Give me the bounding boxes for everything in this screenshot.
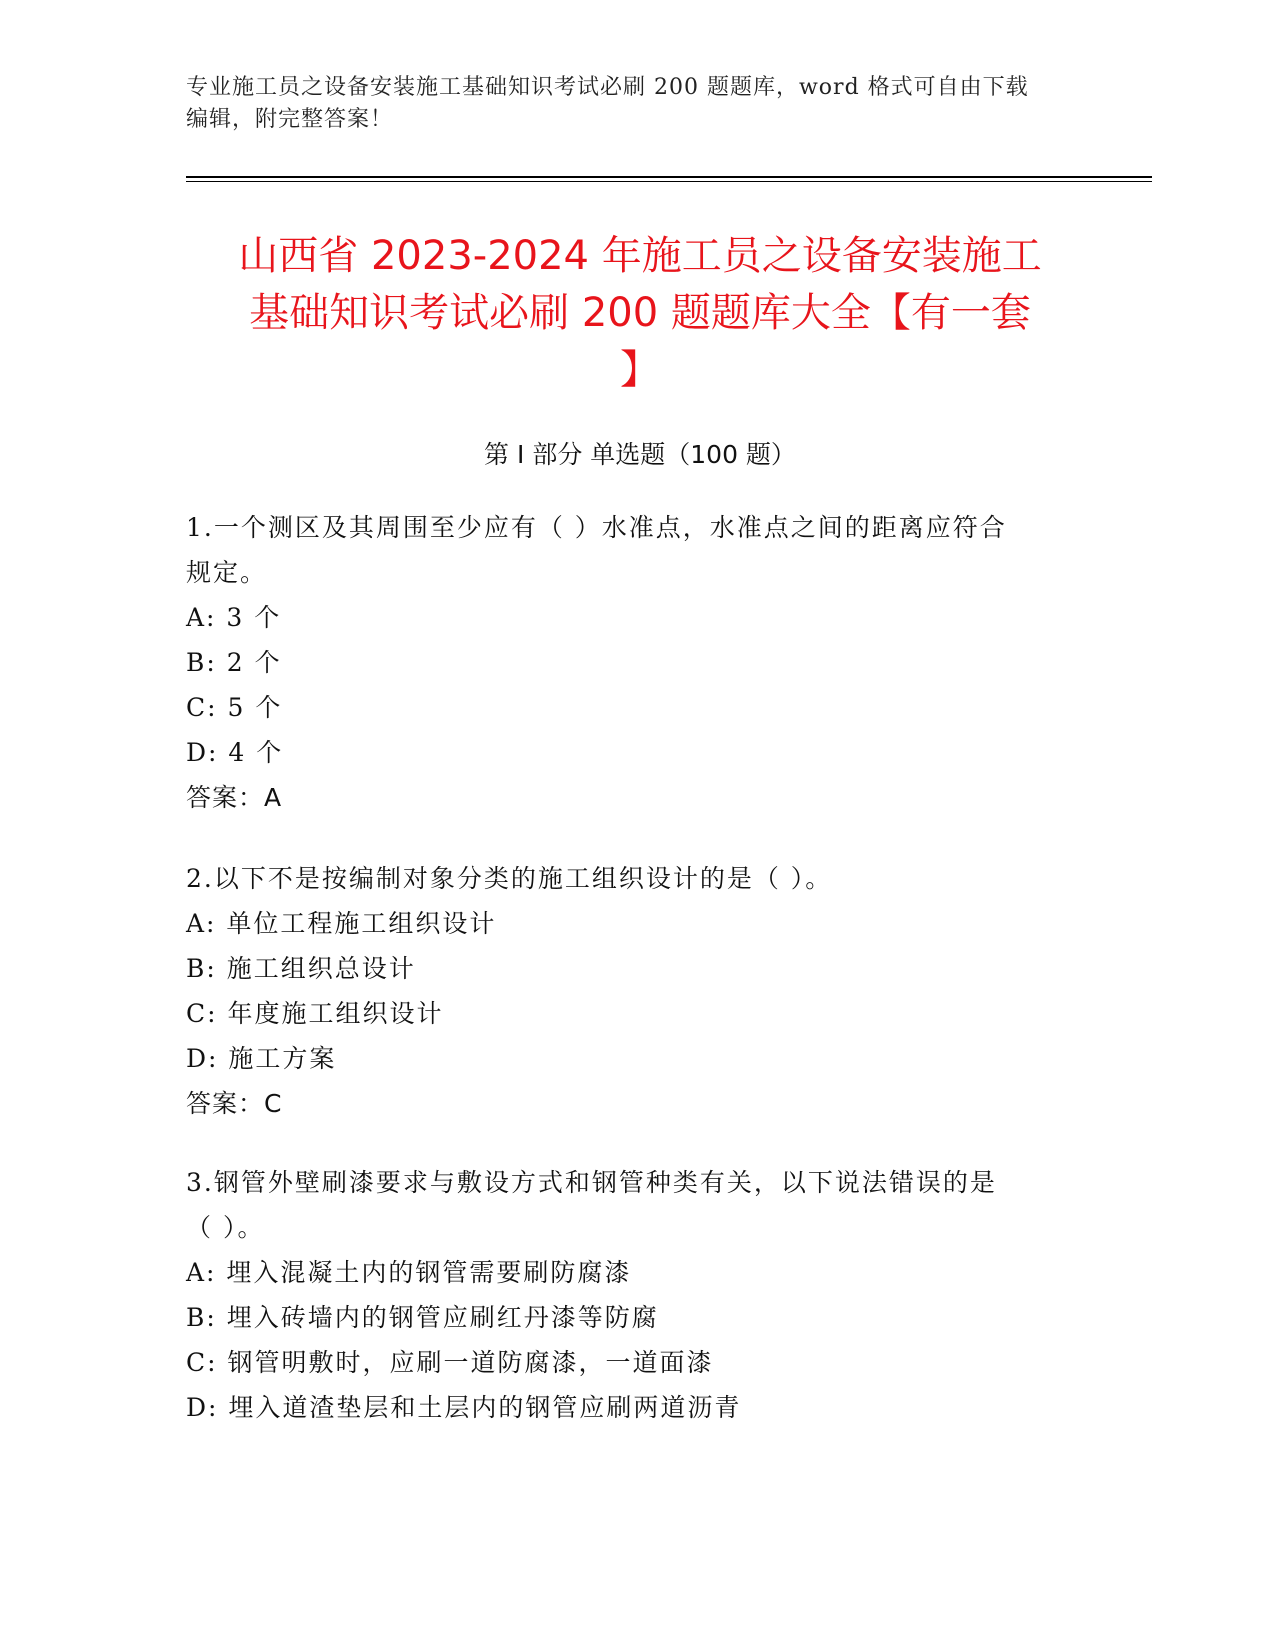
question-stem-line-2: 规定。 <box>186 558 268 587</box>
option-d: D: 4 个 <box>186 738 284 767</box>
option-d: D: 施工方案 <box>186 1044 337 1073</box>
question-stem-line-1: 1.一个测区及其周围至少应有（ ）水准点，水准点之间的距离应符合 <box>186 513 1007 542</box>
document-title-line-3: 】 <box>620 347 660 393</box>
header-note-line-2: 编辑，附完整答案！ <box>186 107 394 132</box>
option-c: C: 年度施工组织设计 <box>186 999 444 1028</box>
option-c: C: 5 个 <box>186 693 283 722</box>
question-stem-line-1: 3.钢管外壁刷漆要求与敷设方式和钢管种类有关，以下说法错误的是 <box>186 1168 997 1197</box>
answer-line: 答案：A <box>186 783 283 812</box>
header-note-line-1: 专业施工员之设备安装施工基础知识考试必刷 200 题题库，word 格式可自由下载 <box>186 75 1029 100</box>
question-stem-line-1: 2.以下不是按编制对象分类的施工组织设计的是（ ）。 <box>186 864 833 893</box>
document-title-line-1: 山西省 2023-2024 年施工员之设备安装施工 <box>238 233 1042 279</box>
header-note <box>186 72 1066 136</box>
option-a: A: 单位工程施工组织设计 <box>186 909 497 938</box>
section-heading: 第 I 部分 单选题（100 题） <box>484 440 796 469</box>
option-b: B: 埋入砖墙内的钢管应刷红丹漆等防腐 <box>186 1303 659 1332</box>
option-b: B: 施工组织总设计 <box>186 954 416 983</box>
option-a: A: 3 个 <box>186 603 282 632</box>
option-b: B: 2 个 <box>186 648 282 677</box>
header-rule-thick <box>186 176 1152 178</box>
option-a: A: 埋入混凝土内的钢管需要刷防腐漆 <box>186 1258 632 1287</box>
question-2 <box>186 856 1086 1126</box>
option-c: C: 钢管明敷时，应刷一道防腐漆，一道面漆 <box>186 1348 714 1377</box>
question-stem-line-2: （ ）。 <box>186 1213 265 1242</box>
question-3 <box>186 1160 1086 1430</box>
header-rule-thin <box>186 181 1152 182</box>
document-title <box>190 228 1090 399</box>
option-d: D: 埋入道渣垫层和土层内的钢管应刷两道沥青 <box>186 1393 742 1422</box>
question-1 <box>186 505 1086 820</box>
document-title-line-2: 基础知识考试必刷 200 题题库大全【有一套 <box>249 290 1031 336</box>
answer-line: 答案：C <box>186 1089 283 1118</box>
